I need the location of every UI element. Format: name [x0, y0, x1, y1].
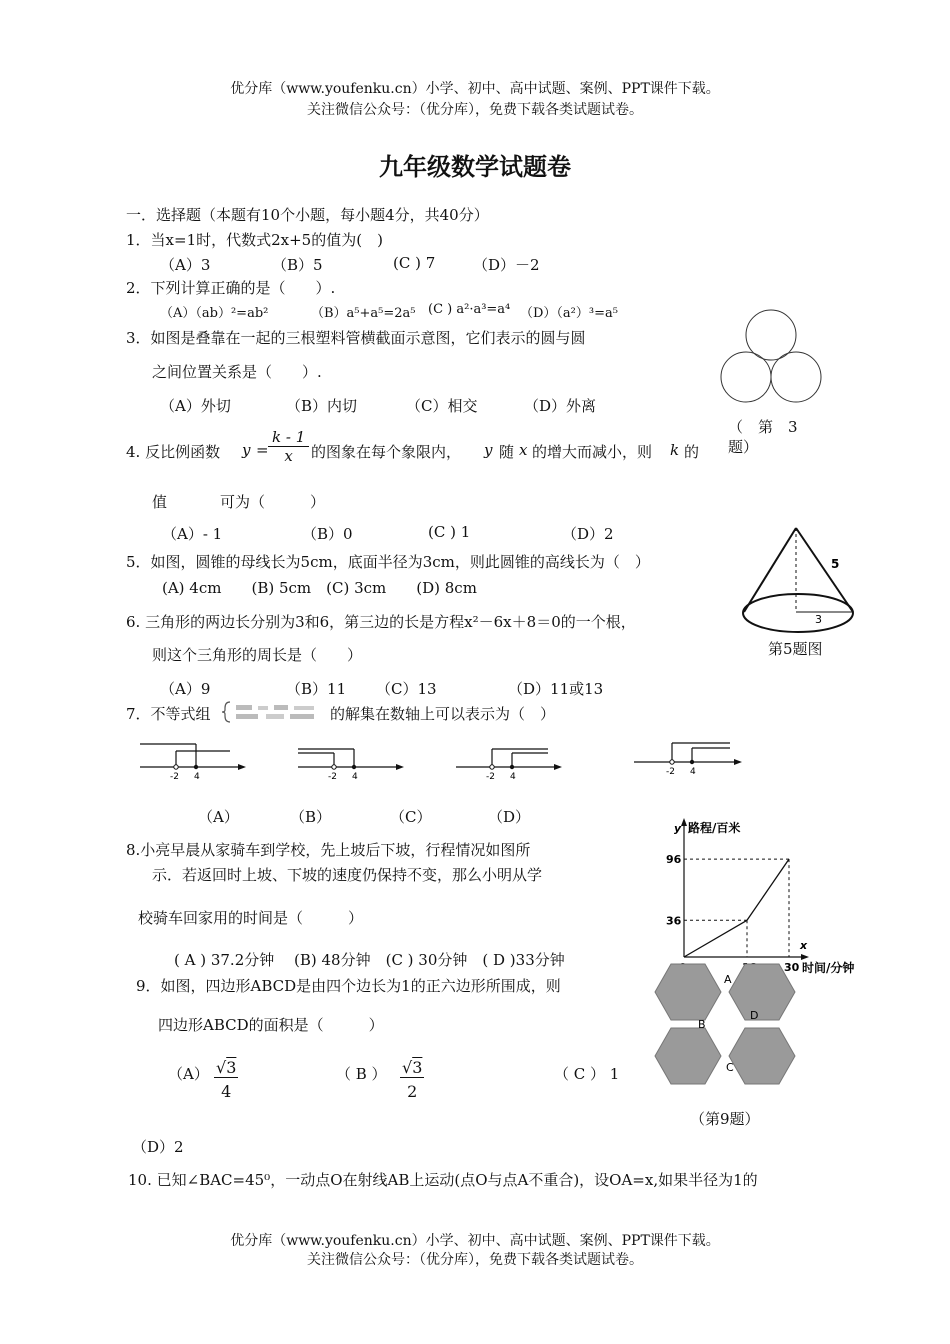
- footer-line-2: 关注微信公众号：（优分库），免费下载各类试题试卷。: [307, 1252, 643, 1268]
- q4-k: k: [670, 441, 680, 459]
- q1-option-a: （A）3: [160, 256, 211, 274]
- q8-stem-line-2: 示．若返回时上坡、下坡的速度仍保持不变，那么小明从学: [152, 866, 543, 884]
- q7-a-tick-neg2: -2: [170, 772, 179, 782]
- q2-option-d: （D）（a²）³=a⁵: [520, 306, 618, 321]
- q4-option-b: （B）0: [302, 525, 353, 543]
- q8-stem-line-3: 校骑车回家用的时间是（ ）: [138, 909, 364, 927]
- q1-option-d: （D）－2: [473, 256, 540, 274]
- q4-stem-can-be: 可为（ ）: [220, 493, 326, 511]
- q7-d-tick-4: 4: [690, 767, 696, 777]
- q4-y: y: [242, 441, 251, 459]
- series-segment-1: [684, 920, 747, 957]
- circle-top: [746, 310, 796, 360]
- q4-option-a: （A）- 1: [162, 525, 223, 543]
- q3-option-a: （A）外切: [160, 397, 231, 415]
- q5-stem: 5．如图，圆锥的母线长为5cm，底面半径为3cm，则此圆锥的高线长为（ ）: [126, 553, 650, 571]
- q7-numberline-c: [452, 740, 564, 782]
- q4-prefix: 4. 反比例函数: [126, 443, 221, 461]
- q4-stem-value: 值: [152, 493, 168, 511]
- hexagon-bottom-right: [729, 1028, 795, 1084]
- q3-caption-line-2: 题）: [728, 438, 759, 456]
- q5-cone-figure: [735, 520, 865, 640]
- q4-de: 的: [684, 443, 700, 461]
- q4-option-d: （D）2: [562, 525, 614, 543]
- q7-stem-b: 的解集在数轴上可以表示为（ ）: [330, 705, 556, 723]
- q7-numberline-a: [136, 740, 248, 782]
- chart-x-label: 时间/分钟: [802, 961, 855, 975]
- cone-base: [743, 594, 853, 632]
- q7-label-c: （C）: [390, 808, 432, 826]
- circle-right: [771, 352, 821, 402]
- q7-c-tick-4: 4: [510, 772, 516, 782]
- q7-label-a: （A）: [198, 808, 239, 826]
- q9-a-denominator: 4: [221, 1082, 232, 1101]
- q9-stem-line-1: 9．如图，四边形ABCD是由四个边长为1的正六边形所围成，则: [136, 977, 561, 995]
- y-tick-96: 96: [666, 853, 682, 867]
- q2-option-b: （B）a⁵+a⁵=2a⁵: [311, 306, 416, 321]
- series-segment-2: [747, 859, 789, 920]
- q9-b-radicand: 3: [412, 1058, 423, 1077]
- q9-option-a-label: （A）: [168, 1065, 209, 1083]
- hexagon-bottom-left: [655, 1028, 721, 1084]
- q6-stem-line-2: 则这个三角形的周长是（ ）: [152, 646, 363, 664]
- q9-option-d: （D）2: [132, 1138, 184, 1156]
- q3-option-b: （B）内切: [286, 397, 358, 415]
- q2-option-a: （A）（ab）²=ab²: [160, 306, 269, 321]
- q7-c-tick-neg2: -2: [486, 772, 495, 782]
- q6-option-d: （D）11或13: [508, 680, 604, 698]
- q2-stem: 2．下列计算正确的是（ ）.: [126, 279, 336, 297]
- q1-option-c: (C ) 7: [393, 254, 436, 272]
- q9-point-d: D: [750, 1009, 759, 1022]
- q9-point-b: B: [698, 1018, 706, 1031]
- q9-option-a-fraction: $\frac{√3}{4}$: [216, 1058, 237, 1101]
- q4-suffix: 的图象在每个象限内，: [311, 443, 462, 461]
- q5-options: (A) 4cm (B) 5cm (C) 3cm (D) 8cm: [162, 579, 477, 597]
- q7-numberline-d: [630, 735, 745, 777]
- q4-option-c: (C ) 1: [428, 523, 471, 541]
- q3-option-c: （C）相交: [406, 397, 478, 415]
- q4-x: x: [519, 441, 528, 459]
- chart-x-axis-name: x: [800, 939, 808, 952]
- header-line-2: 关注微信公众号：（优分库），免费下载各类试题试卷。: [307, 102, 643, 118]
- inequality-system-image: [222, 700, 330, 724]
- header-line-1: 优分库（www.youfenku.cn）小学、初中、高中试题、案例、PPT课件下载。: [230, 81, 720, 97]
- q6-option-a: （A）9: [160, 680, 211, 698]
- q5-caption: 第5题图: [768, 640, 823, 658]
- circle-left: [721, 352, 771, 402]
- hexagon-top-right: [729, 964, 795, 1020]
- q4-sui: 随: [499, 443, 515, 461]
- q3-caption-line-1: （ 第 3: [728, 418, 798, 436]
- q7-d-tick-neg2: -2: [666, 767, 675, 777]
- q8-stem-line-1: 8.小亮早晨从家骑车到学校，先上坡后下坡，行程情况如图所: [126, 841, 531, 859]
- q4-fraction-numerator: k - 1: [268, 428, 309, 447]
- q1-option-b: （B）5: [272, 256, 323, 274]
- q3-three-circles-figure: [715, 305, 827, 405]
- page-title: 九年级数学试题卷: [379, 152, 571, 181]
- q4-y2: y: [484, 441, 493, 459]
- q6-option-b: （B）11: [286, 680, 347, 698]
- y-tick-36: 36: [666, 914, 682, 928]
- q8-distance-time-chart: [664, 812, 874, 982]
- q9-option-b-fraction: $\frac{√3}{2}$: [402, 1058, 423, 1101]
- hexagon-top-left: [655, 964, 721, 1020]
- cone-right-edge: [796, 528, 853, 612]
- q1-stem: 1．当x=1时，代数式2x+5的值为( ): [126, 231, 383, 249]
- q4-eq: =: [256, 441, 269, 459]
- q7-stem-a: 7．不等式组: [126, 705, 211, 723]
- q9-option-b-label: （ B ）: [336, 1065, 387, 1083]
- section-heading: 一．选择题（本题有10个小题，每小题4分，共40分）: [126, 206, 489, 224]
- q9-a-radicand: 3: [226, 1058, 237, 1077]
- q9-option-c: （ C ） 1: [554, 1065, 620, 1083]
- q7-label-b: （B）: [290, 808, 332, 826]
- q9-point-a: A: [724, 973, 732, 986]
- q3-stem-line-1: 3．如图是叠靠在一起的三根塑料管横截面示意图，它们表示的圆与圆: [126, 329, 586, 347]
- chart-y-label: 路程/百米: [688, 821, 741, 835]
- cone-radius-label: 3: [815, 613, 822, 626]
- q10-stem: 10. 已知∠BAC=45⁰，一动点O在射线AB上运动(点O与点A不重合)，设OA=x,如果半径为1的: [128, 1171, 758, 1189]
- q3-option-d: （D）外离: [524, 397, 597, 415]
- q2-option-c: (C ) a²·a³=a⁴: [428, 302, 511, 317]
- q9-point-c: C: [726, 1061, 734, 1074]
- q6-option-c: （C）13: [376, 680, 437, 698]
- q7-label-d: （D）: [488, 808, 531, 826]
- x-tick-30: 30: [784, 961, 800, 974]
- q7-a-tick-4: 4: [194, 772, 200, 782]
- q7-numberline-b: [294, 740, 406, 782]
- cone-left-edge: [744, 528, 796, 612]
- q4-increase: 的增大而减小，则: [532, 443, 653, 461]
- q8-options: ( A ) 37.2分钟 (B) 48分钟 (C ) 30分钟 ( D )33分钟: [174, 951, 565, 969]
- q4-fraction-denominator: x: [284, 447, 293, 465]
- q9-stem-line-2: 四边形ABCD的面积是（ ）: [158, 1016, 384, 1034]
- q9-hexagon-figure: [650, 958, 806, 1094]
- q7-b-tick-4: 4: [352, 772, 358, 782]
- footer-line-1: 优分库（www.youfenku.cn）小学、初中、高中试题、案例、PPT课件下载。: [230, 1233, 720, 1249]
- q9-caption: （第9题）: [690, 1110, 760, 1128]
- q6-stem-line-1: 6. 三角形的两边长分别为3和6，第三边的长是方程x²－6x＋8＝0的一个根，: [126, 613, 636, 631]
- chart-plot-layer: [666, 853, 800, 974]
- chart-y-axis-name: y: [674, 822, 682, 835]
- q9-b-denominator: 2: [407, 1082, 418, 1101]
- q4-fraction: [268, 428, 309, 465]
- q3-stem-line-2: 之间位置关系是（ ）.: [152, 363, 322, 381]
- q7-b-tick-neg2: -2: [328, 772, 337, 782]
- cone-slant-label: 5: [831, 557, 840, 571]
